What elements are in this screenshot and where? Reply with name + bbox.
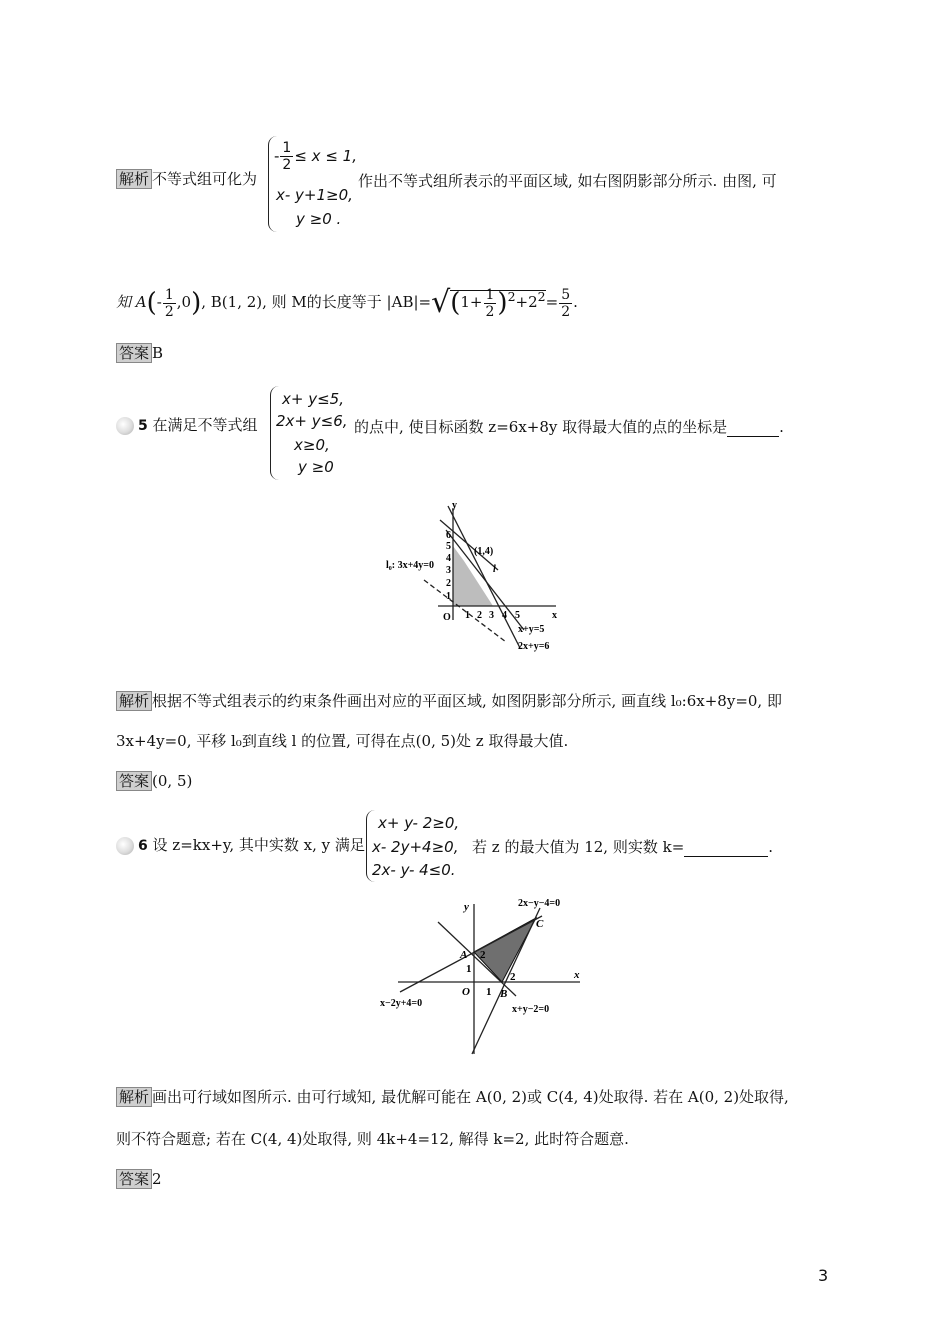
answer-value: (0, 5)	[152, 772, 193, 790]
y-tick-4: 4	[446, 553, 451, 564]
y-tick-1: 1	[446, 591, 451, 602]
problem-text-cont: 的点中, 使目标函数 z=6x+8y 取得最大值的点的坐标是	[354, 418, 728, 436]
tick-x-1: 1	[486, 986, 492, 998]
analysis-6-line-2: 则不符合题意; 若在 C(4, 4)处取得, 则 4k+4=12, 解得 k=2, 此时符合题意.	[116, 1130, 629, 1148]
tick-2b: 2	[510, 971, 516, 983]
analysis-tag: 解析	[116, 691, 152, 711]
point-label: (1,4)	[474, 546, 494, 557]
analysis-5-line-1: 解析 根据不等式组表示的约束条件画出对应的平面区域, 如图阴影部分所示, 画直线 l₀:6x+8y=0, 即	[116, 690, 782, 712]
tick-2a: 2	[480, 949, 486, 961]
problem-number: 6	[138, 838, 148, 854]
line-2x-y-4	[472, 908, 540, 1054]
system-row-4: y ≥0	[298, 458, 334, 476]
problem-text: 在满足不等式组	[152, 416, 258, 434]
system-row-1: - $\frac{1}{2}$ ≤ x ≤ 1,	[274, 140, 357, 173]
x-tick-4: 4	[502, 610, 507, 621]
problem-6: 6 设 z=kx+y, 其中实数 x, y 满足 x+ y- 2≥0, x- 2y+4≥0, 2x- y- 4≤0. 若 z 的最大值为 12, 则实数 k= .	[116, 810, 836, 886]
problem-5: 5 在满足不等式组 x+ y≤5, 2x+ y≤6, x≥0, y ≥0 的点中, 使目标函数 z=6x+8y 取得最大值的点的坐标是 .	[116, 384, 836, 484]
y-tick-2: 2	[446, 578, 451, 589]
axis-x-label: x	[574, 969, 580, 981]
point-B-label: B	[500, 988, 508, 1000]
x-tick-2: 2	[477, 610, 482, 621]
answer-tag: 答案	[116, 1169, 152, 1189]
system-row-2: 2x+ y≤6,	[276, 412, 348, 430]
analysis-block-1	[116, 136, 836, 236]
origin-label: O	[443, 612, 451, 623]
answer-line-1	[116, 342, 163, 364]
system-row-1: x+ y≤5,	[282, 390, 344, 408]
point-A-label: A	[460, 949, 468, 961]
answer-value: 2	[152, 1170, 162, 1188]
y-tick-5: 5	[446, 541, 451, 552]
system-row-3: 2x- y- 4≤0.	[372, 861, 456, 879]
answer-value: B	[152, 344, 164, 362]
problem-text: 设 z=kx+y, 其中实数 x, y 满足	[152, 836, 365, 854]
answer-blank[interactable]	[727, 422, 779, 437]
answer-tag: 答案	[116, 343, 152, 363]
x-tick-5: 5	[515, 610, 520, 621]
axis-y-label: y	[452, 500, 457, 511]
bullet-icon	[116, 837, 134, 855]
line-l-label: l	[493, 564, 496, 575]
problem-text-cont: 若 z 的最大值为 12, 则实数 k=	[472, 838, 685, 856]
answer-tag: 答案	[116, 771, 152, 791]
line2-label: 2x+y=6	[518, 641, 550, 652]
analysis-text-cont: 作出不等式组所表示的平面区域, 如右图阴影部分所示. 由图, 可	[358, 172, 777, 190]
page-number: 3	[818, 1266, 829, 1285]
y-tick-3: 3	[446, 565, 451, 576]
point-C-label: C	[536, 918, 544, 930]
system-row-2: x- 2y+4≥0,	[372, 838, 459, 856]
system-row-3: x≥0,	[294, 436, 330, 454]
analysis-text: 不等式组可化为	[152, 170, 258, 188]
analysis-line-2: 知 A(- $\frac{1}{2}$ ,0), B(1, 2), 则 M的长度等于 |AB|=√(1+ $\frac{1}{2}$ )$^2+2^2=$ $\frac{5}{2}$ .	[116, 285, 578, 320]
graph-problem-5	[380, 496, 580, 656]
bullet-icon	[116, 417, 134, 435]
problem-number: 5	[138, 418, 148, 434]
axis-y-label: y	[464, 901, 469, 913]
answer-6	[116, 1168, 162, 1190]
answer-blank[interactable]	[684, 842, 768, 857]
analysis-6-line-1: 解析 画出可行域如图所示. 由可行域知, 最优解可能在 A(0, 2)或 C(4, 4)处取得. 若在 A(0, 2)处取得,	[116, 1086, 789, 1108]
label-line-top: 2x−y−4=0	[518, 898, 561, 909]
label-line-left: x−2y+4=0	[380, 998, 423, 1009]
system-row-1: x+ y- 2≥0,	[378, 814, 460, 832]
tick-y-1: 1	[466, 963, 472, 975]
analysis-tag: 解析	[116, 1087, 152, 1107]
answer-5	[116, 770, 192, 792]
label-line-bottom: x+y−2=0	[512, 1004, 550, 1015]
analysis-5-line-2: 3x+4y=0, 平移 l₀到直线 l 的位置, 可得在点(0, 5)处 z 取得最大值.	[116, 732, 569, 750]
x-tick-3: 3	[489, 610, 494, 621]
system-row-3: y ≥0 .	[296, 210, 342, 228]
analysis-tag: 解析	[116, 169, 152, 189]
origin-label: O	[462, 986, 470, 998]
x-tick-1: 1	[465, 610, 470, 621]
axis-x-label: x	[552, 610, 557, 621]
system-row-2: x- y+1≥0,	[276, 186, 353, 204]
system-brace	[270, 386, 279, 480]
graph-problem-6	[376, 894, 586, 1060]
line1-label: x+y=5	[518, 624, 545, 635]
l0-label: l₀: 3x+4y=0	[386, 560, 435, 571]
y-tick-6: 6	[446, 530, 451, 541]
